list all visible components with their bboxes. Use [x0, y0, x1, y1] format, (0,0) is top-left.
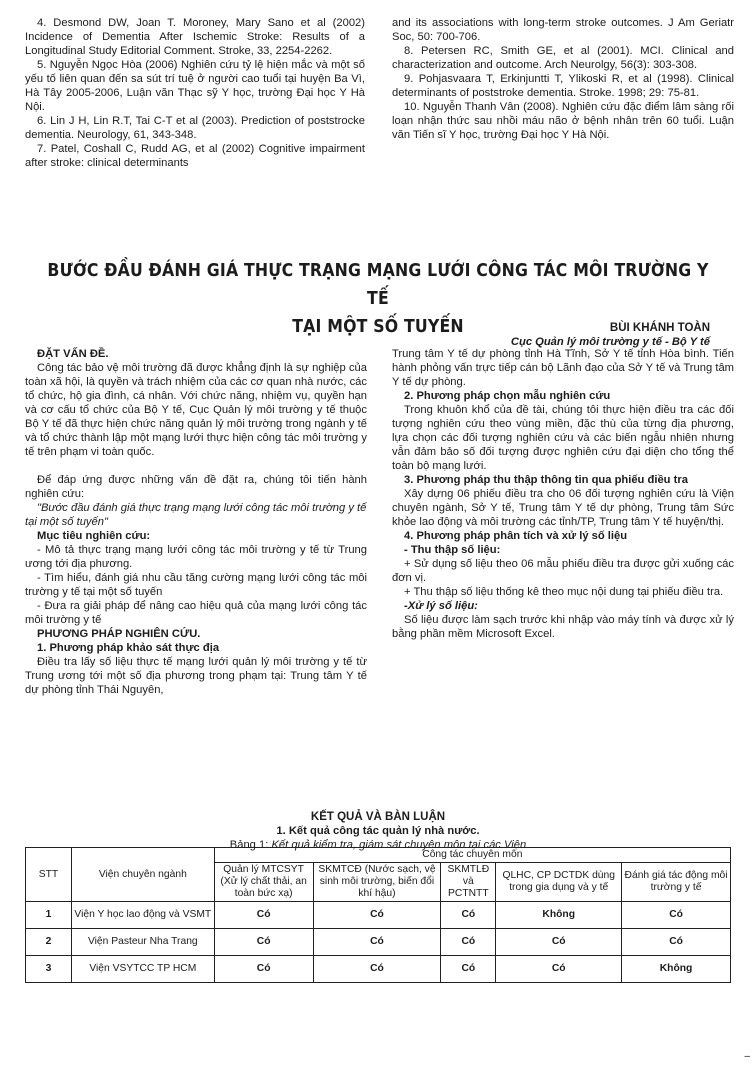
table-header-row	[26, 848, 731, 863]
table-caption-text: Kết quả kiểm tra, giám sát chuyên môn tại các Viện	[271, 839, 527, 851]
goal-item: - Đưa ra giải pháp để nâng cao hiệu quả của mạng lưới công tác môi trường y tế	[25, 600, 367, 626]
references-right-column	[392, 16, 734, 142]
row-value: Có	[622, 929, 731, 956]
process-heading: -Xử lý số liệu:	[404, 600, 478, 612]
header-stt: STT	[26, 848, 72, 902]
section-heading-intro: ĐẶT VẤN ĐỀ.	[37, 348, 109, 360]
header-group: Công tác chuyên môn	[214, 848, 730, 863]
method-2-heading: 2. Phương pháp chọn mẫu nghiên cứu	[404, 390, 611, 402]
reference-item: 4. Desmond DW, Joan T. Moroney, Mary Sano et al (2002) Incidence of Dementia After Ischemic Stroke: Results of a Longitudinal Study Editorial Comment. Stroke, 33, 2254-2262.	[25, 17, 365, 57]
results-table	[25, 847, 731, 983]
study-title-quote: "Bước đầu đánh giá thực trạng mạng lưới công tác môi trường y tế tại một số tuyến"	[25, 502, 367, 528]
collect-item: + Sử dụng số liệu theo 06 mẫu phiếu điều tra được gửi xuống các đơn vị.	[392, 558, 734, 584]
method-4-heading: 4. Phương pháp phân tích và xử lý số liệu	[404, 530, 628, 542]
row-value: Có	[441, 929, 496, 956]
row-value: Có	[441, 902, 496, 929]
table-row	[26, 929, 731, 956]
reference-item: 10. Nguyễn Thanh Vân (2008). Nghiên cứu đặc điểm lâm sàng rối loạn nhận thức sau nhồi máu não ở bệnh nhân trên 60 tuổi. Luận văn Tiến sĩ Y học, trường Đại học Y Hà Nội.	[392, 101, 734, 141]
collect-item: + Thu thập số liệu thống kê theo mục nội dung tại phiếu điều tra.	[404, 586, 724, 598]
method-3-heading: 3. Phương pháp thu thập thông tin qua phiếu điều tra	[404, 474, 688, 486]
article-title-line2: TẠI MỘT SỐ TUYẾN	[292, 317, 464, 337]
author-affiliation: Cục Quản lý môi trường y tế - Bộ Y tế	[510, 336, 710, 348]
table-label: Bảng 1:	[229, 839, 269, 851]
row-value: Có	[496, 929, 622, 956]
table-row	[26, 956, 731, 983]
row-value: Có	[313, 956, 441, 983]
subheader-cell: Quản lý MTCSYT (Xử lý chất thải, an toàn bức xạ)	[214, 863, 313, 902]
section-heading-methods: PHƯƠNG PHÁP NGHIÊN CỨU.	[37, 628, 201, 640]
page-edge-mark: –	[744, 1051, 750, 1062]
subheader-cell: SKMTLĐ và PCTNTT	[441, 863, 496, 902]
row-stt: 1	[26, 902, 72, 929]
row-value: Có	[214, 956, 313, 983]
method-2-paragraph: Trong khuôn khổ của đề tài, chúng tôi thực hiện điều tra các đối tượng nghiên cứu theo vùng miền, đặc thù của từng địa phương, lựa chọn các đối tượng nghiên cứu và các biến ngẫu nhiên nhưng vẫn đảm bảo số đối tượng được nghiên cứu đại diện cho tổng thể toàn bộ mạng lưới.	[392, 404, 734, 472]
reference-item: and its associations with long-term stroke outcomes. J Am Geriatr Soc, 50: 700-706.	[392, 17, 734, 43]
row-value: Có	[622, 902, 731, 929]
results-heading-block	[0, 810, 756, 852]
reference-item: 5. Nguyễn Ngọc Hòa (2006) Nghiên cứu tỷ lệ hiện mắc và một số yếu tố liên quan đến sa sút trí tuệ ở người cao tuổi tại huyện Ba Vì, Hà Tây 2005-2006, Luận văn Thạc sỹ Y học, trường Đại học Y Hà Nội.	[25, 59, 365, 113]
goals-heading: Mục tiêu nghiên cứu:	[37, 530, 151, 542]
body-right-column	[392, 347, 734, 641]
reference-item: 6. Lin J H, Lin R.T, Tai C-T et al (2003). Prediction of poststrocke dementia. Neurology, 61, 343-348.	[25, 115, 365, 141]
results-subheading: 1. Kết quả công tác quản lý nhà nước.	[276, 825, 480, 837]
row-institute: Viện VSYTCC TP HCM	[71, 956, 214, 983]
method-1-paragraph: Điều tra lấy số liệu thực tế mạng lưới quản lý môi trường y tế từ Trung ương tới một số địa phương trong phạm tại: Trung tâm Y tế dự phòng tỉnh Thái Nguyên,	[25, 656, 367, 696]
table-row	[26, 902, 731, 929]
row-value: Có	[441, 956, 496, 983]
subheader-cell: SKMTCĐ (Nước sạch, vệ sinh môi trường, biến đổi khí hậu)	[313, 863, 441, 902]
reference-item: 7. Patel, Coshall C, Rudd AG, et al (2002) Cognitive impairment after stroke: clinical determinants	[25, 143, 365, 169]
article-title-line1: BƯỚC ĐẦU ĐÁNH GIÁ THỰC TRẠNG MẠNG LƯỚI CÔNG TÁC MÔI TRƯỜNG Y TẾ	[47, 261, 709, 309]
row-stt: 2	[26, 929, 72, 956]
subheader-cell: Đánh giá tác động môi trường y tế	[622, 863, 731, 902]
purpose-paragraph: Để đáp ứng được những vấn đề đặt ra, chúng tôi tiến hành nghiên cứu:	[25, 474, 367, 500]
reference-item: 9. Pohjasvaara T, Erkinjuntti T, Ylikoski R, et al (1998). Clinical determinants of poststroke dementia. Stroke. 1998; 29: 75-81.	[392, 73, 734, 99]
author-name: BÙI KHÁNH TOÀN	[609, 322, 710, 334]
body-left-column	[25, 347, 367, 697]
references-left-column	[25, 16, 365, 170]
row-value: Không	[622, 956, 731, 983]
results-heading: KẾT QUẢ VÀ BÀN LUẬN	[310, 811, 446, 823]
author-block	[511, 321, 710, 349]
row-institute: Viện Pasteur Nha Trang	[71, 929, 214, 956]
process-paragraph: Số liệu được làm sạch trước khi nhập vào máy tính và được xử lý bằng phần mềm Microsoft Excel.	[392, 614, 734, 640]
method-1-continued: Trung tâm Y tế dự phòng tỉnh Hà Tĩnh, Sở Y tế tỉnh Hòa bình. Tiến hành phỏng vấn trực tiếp cán bộ Lãnh đạo của Sở Y tế và Trung tâm Y tế dự phòng.	[392, 348, 734, 388]
row-value: Có	[313, 929, 441, 956]
header-institute: Viện chuyên ngành	[71, 848, 214, 902]
row-stt: 3	[26, 956, 72, 983]
goal-item: - Tìm hiểu, đánh giá nhu cầu tăng cường mạng lưới công tác môi trường y tế tại một số tuyến	[25, 572, 367, 598]
row-value: Có	[496, 956, 622, 983]
goal-item: - Mô tả thực trạng mạng lưới công tác môi trường y tế từ Trung ương tới địa phương.	[25, 544, 367, 570]
row-value: Có	[214, 902, 313, 929]
subheader-cell: QLHC, CP DCTDK dùng trong gia dụng và y tế	[496, 863, 622, 902]
row-value: Không	[496, 902, 622, 929]
method-3-paragraph: Xây dựng 06 phiếu điều tra cho 06 đối tượng nghiên cứu là Viện chuyên ngành, Sở Y tế, Trung tâm Y tế dự phòng, Trung tâm Sức khỏe lao động và môi trường các tỉnh/TP, Trung tâm Y tế huyện/thị.	[392, 488, 734, 528]
row-institute: Viện Y học lao động và VSMT	[71, 902, 214, 929]
collect-heading: - Thu thập số liệu:	[404, 544, 501, 556]
row-value: Có	[313, 902, 441, 929]
row-value: Có	[214, 929, 313, 956]
intro-paragraph: Công tác bảo vệ môi trường đã được khẳng định là sự nghiệp của toàn xã hội, là quyền và trách nhiệm của các cơ quan nhà nước, các tổ chức, hộ gia đình, cá nhân. Với chức năng, nhiệm vụ, quyền hạn và cơ cấu tổ chức của Bộ Y tế, Cục Quản lý môi trường y tế thuộc Bộ Y tế đã thực hiện chức năng quản lý môi trường trong ngành y tế và tổ chức thành lập một mạng lưới thực hiện công tác môi trường y tế trên phạm vi toàn quốc.	[25, 362, 367, 458]
method-1-heading: 1. Phương pháp khảo sát thực địa	[37, 642, 220, 654]
reference-item: 8. Petersen RC, Smith GE, et al (2001). MCI. Clinical and characterization and outcome. Arch Neurolgy, 56(3): 303-308.	[392, 45, 734, 71]
